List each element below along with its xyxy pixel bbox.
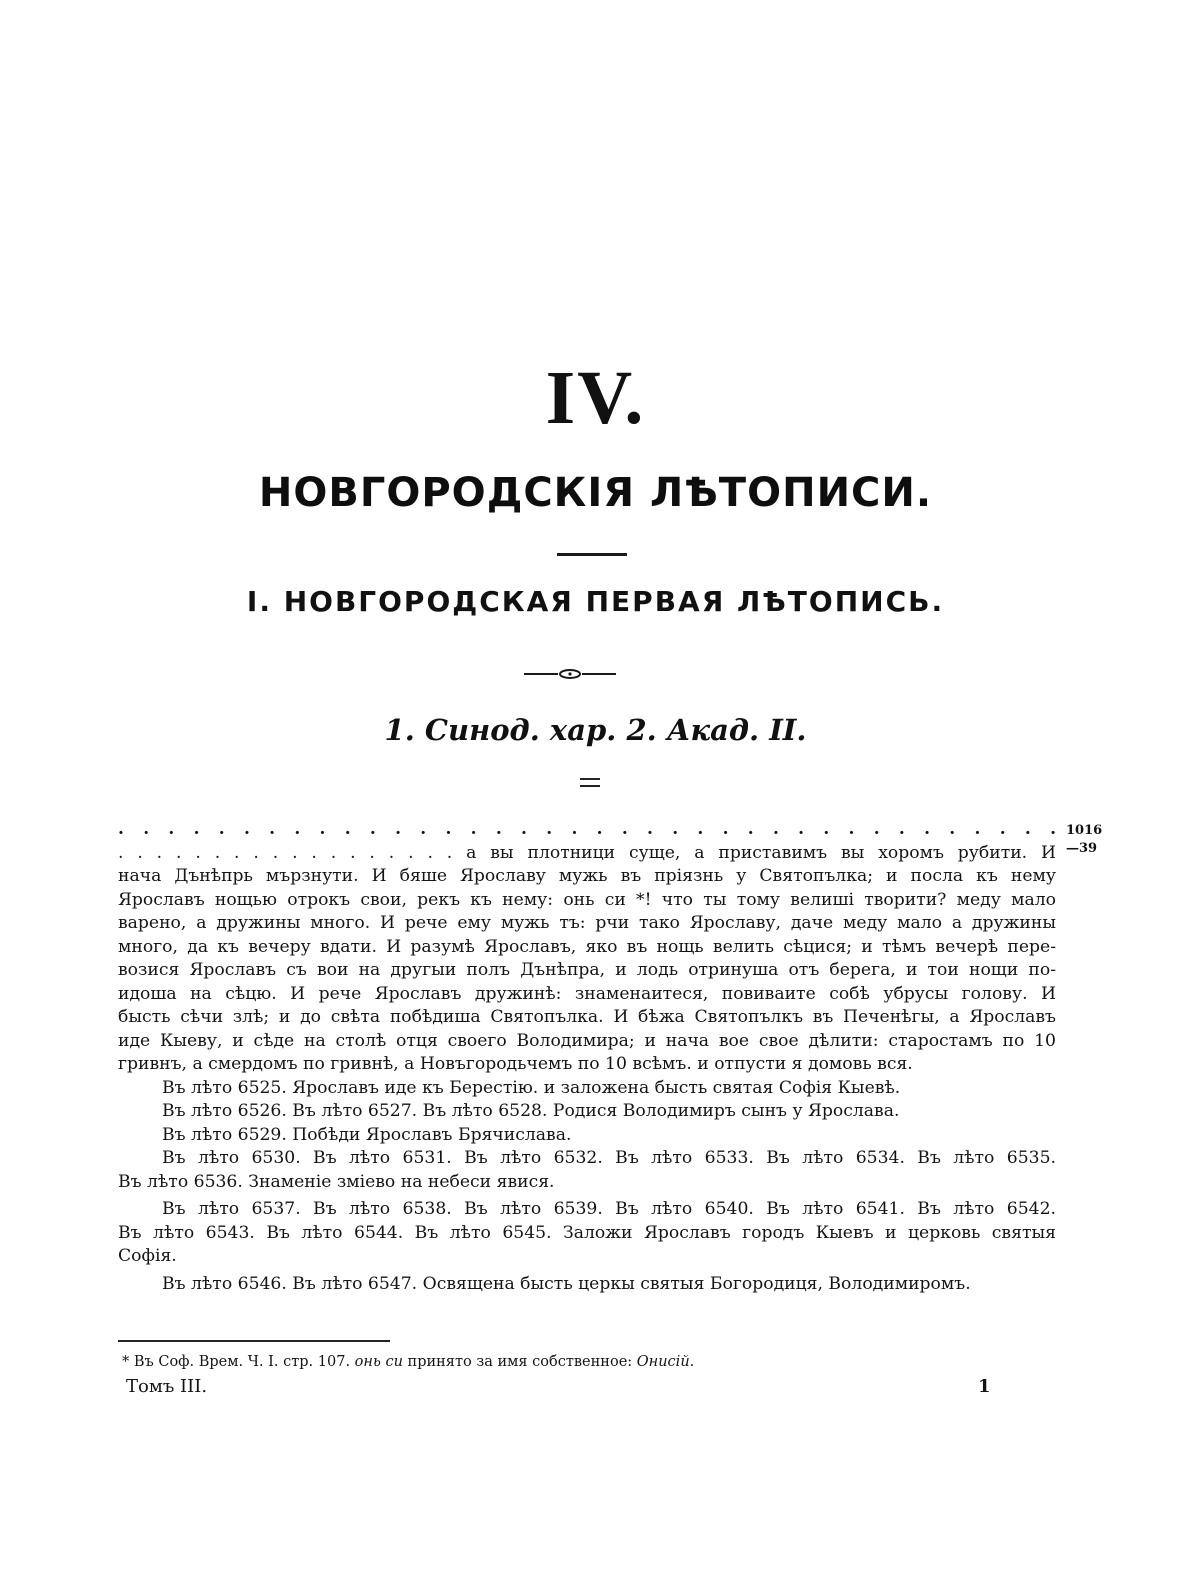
text-line: Въ лѣто 6526. Въ лѣто 6527. Въ лѣто 6528. Родися Володимиръ сынъ у Ярослава. <box>162 1101 900 1121</box>
footnote-name: Онисій. <box>636 1354 695 1370</box>
chapter-number: IV. <box>545 356 646 440</box>
text-line: Софія. <box>118 1246 177 1266</box>
tome-label: Томъ III. <box>126 1376 208 1397</box>
text-line: гривнъ, а смердомъ по гривнѣ, а Новъгородьчемъ по 10 всѣмъ. и отпусти я домовь вся. <box>118 1054 913 1074</box>
text-line: Ярославъ нощью отрокъ свои, рекъ къ нему: онь си *! что ты тому велишi творити? меду мало <box>118 889 1056 910</box>
text-line: идоша на сѣцю. И рече Ярославъ дружинѣ: знаменаитеся, повиваите собѣ убрусы голову. И <box>118 983 1056 1004</box>
footnote-middle: принято за имя собственное: <box>407 1354 633 1370</box>
text-line: Въ лѣто 6537. Въ лѣто 6538. Въ лѣто 6539. Въ лѣто 6540. Въ лѣто 6541. Въ лѣто 6542. <box>162 1199 1056 1219</box>
text-line: Въ лѣто 6530. Въ лѣто 6531. Въ лѣто 6532. Въ лѣто 6533. Въ лѣто 6534. Въ лѣто 6535. <box>162 1148 1056 1168</box>
footnote-rule <box>118 1340 390 1342</box>
text-line: варено, а дружины много. И рече ему мужь тъ: рчи тако Ярославу, даче меду мало а дружины <box>118 913 1056 933</box>
footnote-prefix: Въ Соф. Врем. Ч. I. стр. 107. <box>133 1354 351 1370</box>
section-title: I. НОВГОРОДСКАЯ ПЕРВАЯ ЛѢТОПИСЬ. <box>246 585 945 618</box>
title-rule <box>557 553 627 556</box>
text-line: Въ лѣто 6543. Въ лѣто 6544. Въ лѣто 6545. Заложи Ярославъ городъ Кыевъ и церковь святыя <box>118 1222 1056 1243</box>
ornament-divider <box>522 667 618 681</box>
text-line: много, да къ вечеру вдати. И разумѣ Ярославъ, яко въ нощь велить сѣцися; и тѣмъ вечерѣ пере- <box>118 936 1056 957</box>
footnote-quote: онь си <box>354 1354 403 1370</box>
text-line: Въ лѣто 6536. Знаменіе зміево на небеси явися. <box>118 1171 555 1192</box>
double-rule <box>580 778 600 790</box>
chronicle-text <box>118 818 1056 1296</box>
text-line: . . . . . . . . . . . . . . . . . . а вы плотници суще, а приставимъ вы хоромъ рубити. И <box>118 842 1056 863</box>
margin-year: 1016 <box>1066 823 1103 838</box>
margin-range: —39 <box>1066 841 1098 856</box>
text-line: Въ лѣто 6529. Побѣди Ярославъ Брячислава. <box>162 1124 572 1145</box>
text-line: Въ лѣто 6525. Ярославъ иде къ Берестію. и заложена бысть святая Софія Кыевѣ. <box>162 1077 901 1098</box>
text-line: нача Дънѣпрь мързнути. И бяше Ярославу мужь въ пріязнь у Святопълка; и посла къ нему <box>118 866 1056 886</box>
chapter-title: НОВГОРОДСКІЯ ЛѢТОПИСИ. <box>258 470 933 516</box>
text-line: бысть сѣчи злѣ; и до свѣта побѣдиша Святопълка. И бѣжа Святопълкъ въ Печенѣгы, а Ярославъ <box>118 1007 1056 1027</box>
text-line: Въ лѣто 6546. Въ лѣто 6547. Освящена бысть церкы святыя Богородиця, Володимиромъ. <box>162 1273 971 1294</box>
sources-line: 1. Синод. хар. 2. Акад. II. <box>384 713 807 747</box>
text-line: возися Ярославъ съ вои на другыи полъ Дънѣпра, и лодь отринуша отъ берега, и тои нощи по- <box>118 960 1056 980</box>
text-line: иде Кыеву, и сѣде на столѣ отця своего Володимира; и нача вое свое дѣлити: старостамъ по 10 <box>118 1030 1056 1051</box>
footnote-marker: * <box>122 1354 130 1370</box>
footnote <box>122 1352 1022 1372</box>
ellipsis-line: . . . . . . . . . . . . . . . . . . . . . . . . . . . . . . . . . . . . . . <box>118 819 1056 839</box>
signature-mark: 1 <box>978 1376 991 1397</box>
